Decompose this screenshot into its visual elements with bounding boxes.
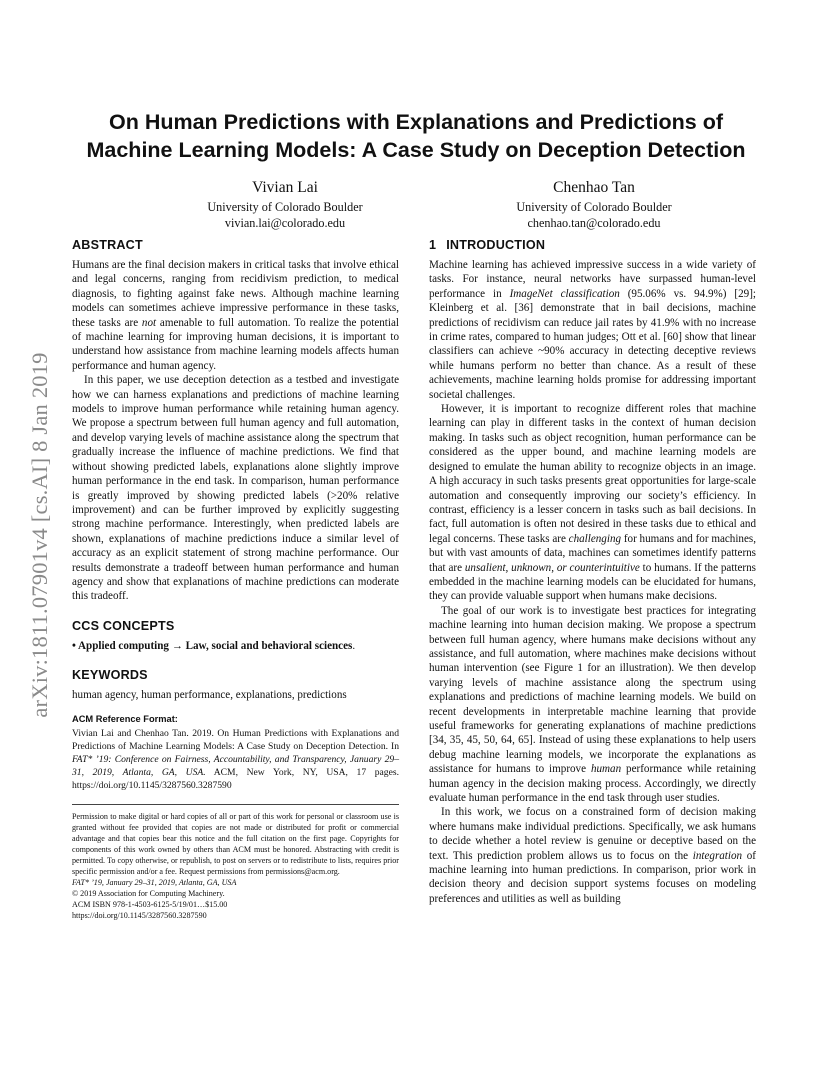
author-email: vivian.lai@colorado.edu bbox=[224, 216, 346, 230]
paper-title bbox=[60, 108, 772, 164]
paper-title-line-1: On Human Predictions with Explanations and Predictions of bbox=[108, 110, 724, 134]
paper-title-line-2: Machine Learning Models: A Case Study on Deception Detection bbox=[86, 138, 746, 162]
permission-conference: FAT* ’19, January 29–31, 2019, Atlanta, GA, USA bbox=[72, 877, 237, 887]
permission-doi: https://doi.org/10.1145/3287560.3287590 bbox=[72, 910, 207, 920]
permission-copyright: © 2019 Association for Computing Machinery. bbox=[72, 888, 225, 898]
permission-notice bbox=[72, 811, 399, 921]
acm-reference-heading: ACM Reference Format: bbox=[72, 713, 178, 724]
ccs-heading: CCS CONCEPTS bbox=[72, 618, 175, 633]
permission-text: Permission to make digital or hard copies of all or part of this work for personal or classroom use is granted without fee provided that copies are not made or distributed for profit or commercial advantage and that copies bear this notice and the full citation on the first page. Copyrights for components of this work owned by others than ACM must be honored. Abstracting with credit is permitted. To copy otherwise, or republish, to post on servers or to redistribute to lists, requires prior specific permission and/or a fee. Request permissions from permissions@acm.org. bbox=[72, 811, 399, 876]
footnote-rule bbox=[72, 804, 399, 805]
abstract-paragraph-1: Humans are the final decision makers in critical tasks that involve ethical and legal concerns, ranging from recidivism prediction, to medical diagnosis, to fighting against fake news. Although machine learning models can sometimes achieve impressive performance in these tasks, these tasks are not amenable to full automation. To realize the potential of machine learning for improving human decisions, it is important to understand how assistance from machine learning models affects human performance and human agency. bbox=[72, 259, 399, 372]
author-name: Chenhao Tan bbox=[553, 179, 635, 196]
left-column bbox=[72, 236, 399, 921]
intro-paragraph-3: The goal of our work is to investigate best practices for integrating machine learning into human decision making. We propose a spectrum between full human agency, where humans make decisions without any assistance, and full automation, where machines make decisions without human intervention (see Figure 1 for an illustration). We then develop varying levels of machine assistance along the spectrum using explanations and predictions of machine learning models. We build on recent developments in interpretable machine learning that provide useful frameworks for generating explanations of machine predictions [34, 35, 45, 50, 64, 65]. Instead of using these explanations to help users debug machine learning models, we incorporate the explanations as assistance for humans to improve human performance while retaining human agency in the decision making process. Accordingly, we directly evaluate human performance in the end task through user studies. bbox=[429, 604, 756, 805]
introduction-heading: 1 INTRODUCTION bbox=[429, 238, 546, 252]
right-column bbox=[429, 236, 756, 906]
intro-paragraph-4: In this work, we focus on a constrained form of decision making where humans make individual predictions. Specifically, we ask humans to decide whether a hotel review is genuine or deceptive based on the text. This prediction problem allows us to focus on the integration of machine learning into human predictions. In comparison, prior work in decision theory and decision support systems focuses on modeling preferences and utilities as well as building bbox=[429, 806, 756, 905]
intro-paragraph-2: However, it is important to recognize different roles that machine learning can play in different tasks in the context of human decision making. In tasks such as object recognition, human performance can be considered as the upper bound, and machine learning models are designed to emulate the human ability to recognize objects in an image. A high accuracy in such tasks presents great opportunities for large-scale automation and consequently improving our society’s efficiency. In contrast, efficiency is a lesser concern in tasks such as bail decisions. In fact, full automation is often not desired in these tasks due to ethical and legal concerns. These tasks are challenging for humans and for machines, but with vast amounts of data, machines can sometimes identify patterns that are unsalient, unknown, or counterintuitive to humans. If the patterns embedded in the machine learning models can be elucidated for humans, they can provide valuable support when humans make decisions. bbox=[429, 403, 756, 603]
author-email: chenhao.tan@colorado.edu bbox=[527, 216, 661, 230]
abstract-paragraph-2: In this paper, we use deception detection as a testbed and investigate how we can harness explanations and predictions of machine learning models to improve human performance while retaining human agency. We propose a spectrum between full human agency and full automation, and develop varying levels of machine assistance along the spectrum that gradually increase the influence of machine predictions. We find that without showing predicted labels, explanations alone slightly improve human performance in the end task. In comparison, human performance is greatly improved by showing predicted labels (>20% relative improvement) and can be further improved by explicitly suggesting strong machine performance. Interestingly, when predicted labels are shown, explanations of machine predictions induce a similar level of accuracy as an explicit statement of strong machine performance. Our results demonstrate a tradeoff between human performance and human agency and show that explanations of machine predictions can moderate this tradeoff. bbox=[72, 374, 399, 603]
acm-reference-text: Vivian Lai and Chenhao Tan. 2019. On Human Predictions with Explanations and Predictions of Machine Learning Models: A Case Study on Deception Detection. In FAT* ’19: Conference on Fairness, Accountability, and Transparency, January 29–31, 2019, Atlanta, GA, USA. ACM, New York, NY, USA, 17 pages. https://doi.org/10.1145/3287560.3287590 bbox=[72, 727, 399, 791]
intro-paragraph-1: Machine learning has achieved impressive success in a wide variety of tasks. For instance, neural networks have surpassed human-level performance in ImageNet classification (95.06% vs. 94.9%) [29]; Kleinberg et al. [36] demonstrate that in bail decisions, machine predictions of recidivism can reduce jail rates by 41.9% with no increase in crime rates, compared to human judges; Ott et al. [60] show that linear classifiers can achieve ~90% accuracy in detecting deceptive reviews while humans perform no better than chance. As a result of these achievements, machine learning holds promise for addressing important societal challenges. bbox=[429, 259, 756, 401]
abstract-heading: ABSTRACT bbox=[72, 238, 143, 252]
author-name: Vivian Lai bbox=[252, 179, 318, 196]
arxiv-identifier-text: arXiv:1811.07901v4 [cs.AI] 8 Jan 2019 bbox=[27, 352, 52, 718]
arxiv-identifier bbox=[22, 305, 58, 765]
author-block-1 bbox=[155, 178, 415, 231]
keywords-heading: KEYWORDS bbox=[72, 668, 148, 683]
author-affiliation: University of Colorado Boulder bbox=[207, 200, 363, 214]
ccs-concepts: • Applied computing → Law, social and behavioral sciences. bbox=[72, 639, 356, 652]
author-affiliation: University of Colorado Boulder bbox=[516, 200, 672, 214]
keywords-text: human agency, human performance, explanations, predictions bbox=[72, 689, 347, 702]
permission-isbn: ACM ISBN 978-1-4503-6125-5/19/01…$15.00 bbox=[72, 899, 228, 909]
author-block-2 bbox=[464, 178, 724, 231]
